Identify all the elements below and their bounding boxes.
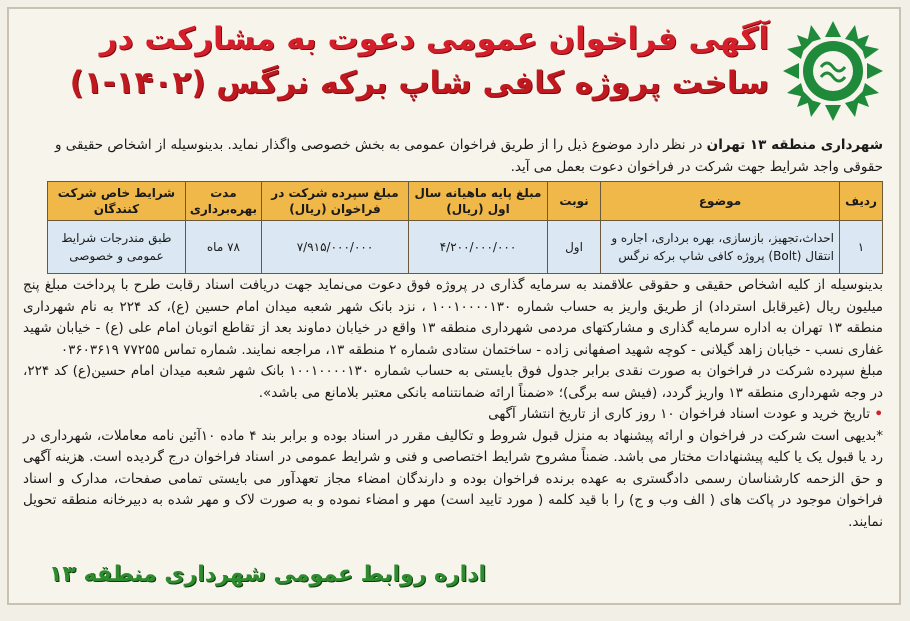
cell-row-number: ۱ [840,221,883,274]
header-deposit-amount: مبلغ سپرده شرکت در فراخوان (ریال) [262,182,409,221]
cell-round: اول [548,221,601,274]
body-paragraph-terms: *بدیهی است شرکت در فراخوان و ارائه پیشنهاد به منزل قبول شروط و تکالیف مقرر در اسناد بوده و برابر بند ۴ ماده ۱۰آئین نامه معاملات، شهرداری در رد یا قبول یک یا کلیه پیشنهادات مختار می باشد. ضمناً مشروح شرایط اختصاصی و فنی و شرایط عمومی در اسناد فراخوان درج گردیده است. هزینه آگهی و حق الزحمه کارشناسان رسمی دادگستری به عهده برنده فراخوان بوده و دارندگان امضاء مجاز تعهدآور می بایستی تمامی صفحات، مدارک و اسناد فراخوان موجود در پاکت های ( الف وب و ج) را با قید کلمه ( مورد تایید است) مهر و امضاء نموده و به صورت لاک و مهر شده به دبیرخانه منطقه تحویل نمایند. [23,427,884,530]
header-round: نوبت [548,182,601,221]
cell-base-monthly-price: ۴/۲۰۰/۰۰۰/۰۰۰ [409,221,548,274]
body-paragraph-deposit: مبلغ سپرده شرکت در فراخوان به صورت نقدی برابر جدول فوق بایستی به حساب شماره ۱۰۰۱۰۰۰۰۱۳۰ بانک شهر شعبه میدان امام حسین(ع) کد ۲۲۴، در وجه شهرداری منطقه ۱۳ واریز گردد، (فیش سه برگی)؛ «ضمناً ارائه ضمانتنامه بانکی معتبر بلامانع می باشد». [23,363,883,401]
title-line-2: ساخت پروژه کافی شاپ برکه نرگس (۱۴۰۲-۱) [69,65,769,101]
tehran-municipality-emblem-icon [781,19,885,123]
announcement-body [23,275,883,533]
header-subject: موضوع [601,182,840,221]
organization-name: شهرداری منطقه ۱۳ تهران [706,137,883,153]
body-paragraph-documents: بدینوسیله از کلیه اشخاص حقیقی و حقوقی علاقمند به سرمایه گذاری در پروژه فوق دعوت می‌نماید جهت دریافت اسناد رقابت طرح با پرداخت مبلغ پنج میلیون ریال (غیرقابل استرداد) از طریق واریز به حساب شماره ۱۰۰۱۰۰۰۰۱۳۰ ، نزد بانک شهر شعبه میدان امام حسین (ع)، کد ۲۲۴ به نام شهرداری منطقه ۱۳ تهران به اداره سرمایه گذاری و مشارکتهای مردمی شهرداری منطقه ۱۳ واقع در خیابان دماوند بعد از تقاطع اتوبان امام علی (ع) - خیابان شهید غفاری نسب - خیابان زاهد گیلانی - کوچه شهید اصفهانی زاده - ساختمان ستادی شماره ۲ منطقه ۱۳، مراجعه نمایند. شماره تماس ۷۷۲۵۵ ۰۳۶۰۳۶۱۹ [23,277,883,358]
tender-table [47,181,883,274]
cell-deposit-amount: ۷/۹۱۵/۰۰۰/۰۰۰ [262,221,409,274]
cell-operation-period: ۷۸ ماه [185,221,261,274]
announcement-title [69,17,769,105]
public-relations-signature: اداره روابط عمومی شهرداری منطقه ۱۳ [49,562,487,587]
table-header-row [48,182,883,221]
header-special-conditions: شرایط خاص شرکت کنندگان [48,182,186,221]
deadline-text: تاریخ خرید و عودت اسناد فراخوان ۱۰ روز کاری از تاریخ انتشار آگهی [488,406,875,422]
table-row [48,221,883,274]
cell-special-conditions: طبق مندرجات شرایط عمومی و خصوصی [48,221,186,274]
intro-paragraph [25,134,883,178]
header-base-monthly-price: مبلغ پایه ماهیانه سال اول (ریال) [409,182,548,221]
intro-text: در نظر دارد موضوع ذیل را از طریق فراخوان عمومی به بخش خصوصی واگذار نماید. بدینوسیله از اشخاص حقیقی و حقوقی واجد شرایط جهت شرکت در فراخوان دعوت بعمل می آید. [54,137,883,175]
cell-subject: احداث،تجهیز، بازسازی، بهره برداری، اجاره و انتقال (Bolt) پروژه کافی شاپ برکه نرگس [601,221,840,274]
title-line-1: آگهی فراخوان عمومی دعوت به مشارکت در [99,21,769,57]
header-operation-period: مدت بهره‌برداری [185,182,261,221]
bullet-icon: • [874,406,883,422]
advertisement-page [7,7,901,605]
header-row-number: ردیف [840,182,883,221]
body-paragraph-deadline [23,404,883,426]
